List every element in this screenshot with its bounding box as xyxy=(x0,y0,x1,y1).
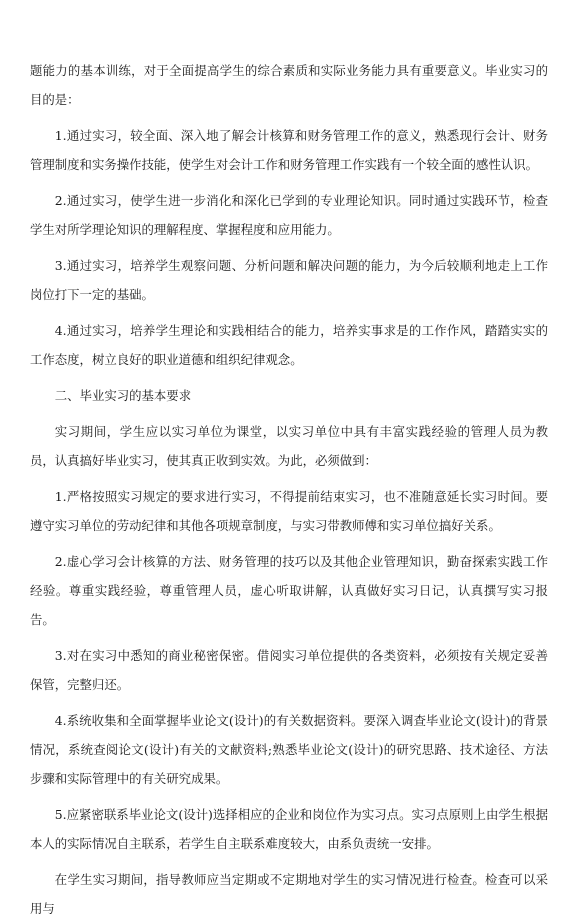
paragraph-purpose-2: 2.通过实习，使学生进一步消化和深化已学到的专业理论知识。同时通过实践环节，检查学生对所学理论知识的理解程度、掌握程度和应用能力。 xyxy=(30,193,548,237)
paragraph-supervision: 在学生实习期间，指导教师应当定期或不定期地对学生的实习情况进行检查。检查可以采用与 xyxy=(30,872,548,916)
paragraph-requirement-2: 2.虚心学习会计核算的方法、财务管理的技巧以及其他企业管理知识，勤奋探索实践工作经验。尊重实践经验，尊重管理人员，虚心听取讲解，认真做好实习日记，认真撰写实习报告。 xyxy=(30,554,548,627)
paragraph-requirement-4: 4.系统收集和全面掌握毕业论文(设计)的有关数据资料。要深入调查毕业论文(设计)的背景情况，系统查阅论文(设计)有关的文献资料;熟悉毕业论文(设计)的研究思路、技术途径、方法步骤和实际管理中的有关研究成果。 xyxy=(30,713,548,786)
paragraph-requirement-3: 3.对在实习中悉知的商业秘密保密。借阅实习单位提供的各类资料，必须按有关规定妥善保管，完整归还。 xyxy=(30,648,548,692)
paragraph-continuation: 题能力的基本训练，对于全面提高学生的综合素质和实际业务能力具有重要意义。毕业实习的目的是： xyxy=(30,63,548,107)
paragraph-purpose-1: 1.通过实习，较全面、深入地了解会计核算和财务管理工作的意义，熟悉现行会计、财务管理制度和实务操作技能，使学生对会计工作和财务管理工作实践有一个较全面的感性认识。 xyxy=(30,128,548,172)
paragraph-requirement-1: 1.严格按照实习规定的要求进行实习，不得提前结束实习，也不准随意延长实习时间。要遵守实习单位的劳动纪律和其他各项规章制度，与实习带教师傅和实习单位搞好关系。 xyxy=(30,489,548,533)
section-heading: 二、毕业实习的基本要求 xyxy=(54,388,192,403)
paragraph-requirements-intro: 实习期间，学生应以实习单位为课堂，以实习单位中具有丰富实践经验的管理人员为教员，认真搞好毕业实习，使其真正收到实效。为此，必须做到： xyxy=(30,424,548,468)
paragraph-purpose-3: 3.通过实习，培养学生观察问题、分析问题和解决问题的能力，为今后较顺利地走上工作岗位打下一定的基础。 xyxy=(30,258,548,302)
paragraph-requirement-5: 5.应紧密联系毕业论文(设计)选择相应的企业和岗位作为实习点。实习点原则上由学生根据本人的实际情况自主联系，若学生自主联系难度较大，由系负责统一安排。 xyxy=(30,807,548,851)
paragraph-purpose-4: 4.通过实习，培养学生理论和实践相结合的能力，培养实事求是的工作作风，踏踏实实的工作态度，树立良好的职业道德和组织纪律观念。 xyxy=(30,323,548,367)
